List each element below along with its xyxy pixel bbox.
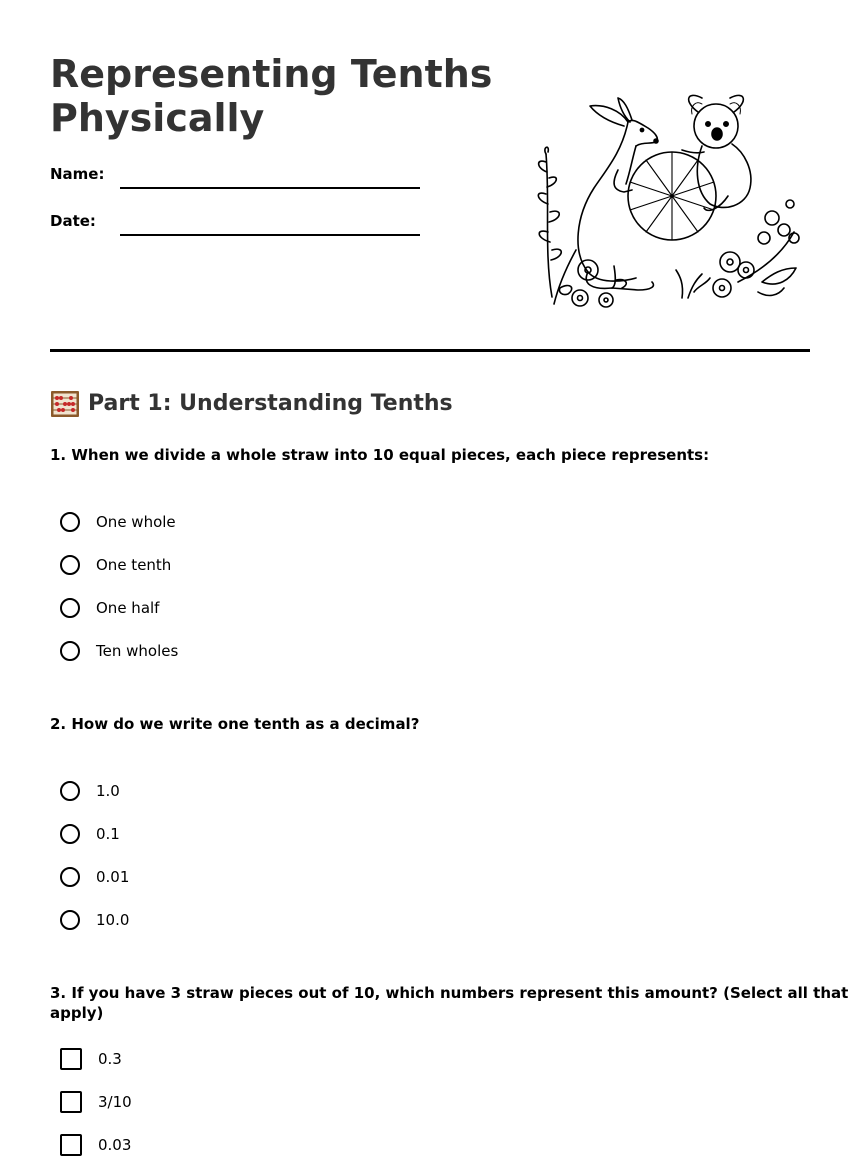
abacus-icon <box>50 390 80 418</box>
option-label: 0.01 <box>96 868 130 886</box>
question-3-option-1[interactable] <box>60 1046 122 1072</box>
date-field[interactable] <box>120 234 420 236</box>
worksheet-title <box>50 52 510 140</box>
option-label: 1.0 <box>96 782 120 800</box>
option-label: One tenth <box>96 556 172 574</box>
radio-button[interactable] <box>60 555 80 575</box>
question-1-option-3[interactable] <box>60 595 159 621</box>
question-3: 3. If you have 3 straw pieces out of 10, which numbers represent this amount? (Select all that apply) <box>50 984 849 1022</box>
radio-button[interactable] <box>60 781 80 801</box>
name-field[interactable] <box>120 187 420 189</box>
option-label: One whole <box>96 513 176 531</box>
section-heading <box>50 388 453 420</box>
question-1-option-1[interactable] <box>60 509 176 535</box>
radio-button[interactable] <box>60 867 80 887</box>
option-label: 3/10 <box>98 1093 132 1111</box>
name-label: Name: <box>50 165 105 183</box>
title-line-2: Physically <box>50 96 265 140</box>
question-2-option-4[interactable] <box>60 907 129 933</box>
date-label: Date: <box>50 212 96 230</box>
question-2-option-1[interactable] <box>60 778 120 804</box>
checkbox[interactable] <box>60 1091 82 1113</box>
question-1-option-4[interactable] <box>60 638 178 664</box>
question-2-option-2[interactable] <box>60 821 120 847</box>
kangaroo-koala-illustration <box>532 92 810 314</box>
option-label: 0.3 <box>98 1050 122 1068</box>
header-divider <box>50 349 810 352</box>
radio-button[interactable] <box>60 598 80 618</box>
section-title: Part 1: Understanding Tenths <box>88 391 453 416</box>
radio-button[interactable] <box>60 910 80 930</box>
option-label: 10.0 <box>96 911 130 929</box>
title-line-1: Representing Tenths <box>50 52 493 96</box>
question-2-option-3[interactable] <box>60 864 129 890</box>
question-1: 1. When we divide a whole straw into 10 equal pieces, each piece represents: <box>50 446 710 464</box>
checkbox[interactable] <box>60 1048 82 1070</box>
option-label: 0.1 <box>96 825 120 843</box>
question-2: 2. How do we write one tenth as a decimal? <box>50 715 420 733</box>
question-3-option-2[interactable] <box>60 1089 132 1115</box>
option-label: One half <box>96 599 160 617</box>
question-1-option-2[interactable] <box>60 552 171 578</box>
radio-button[interactable] <box>60 824 80 844</box>
checkbox[interactable] <box>60 1134 82 1156</box>
radio-button[interactable] <box>60 512 80 532</box>
option-label: Ten wholes <box>96 642 179 660</box>
radio-button[interactable] <box>60 641 80 661</box>
option-label: 0.03 <box>98 1136 132 1154</box>
question-3-option-3[interactable] <box>60 1132 131 1158</box>
